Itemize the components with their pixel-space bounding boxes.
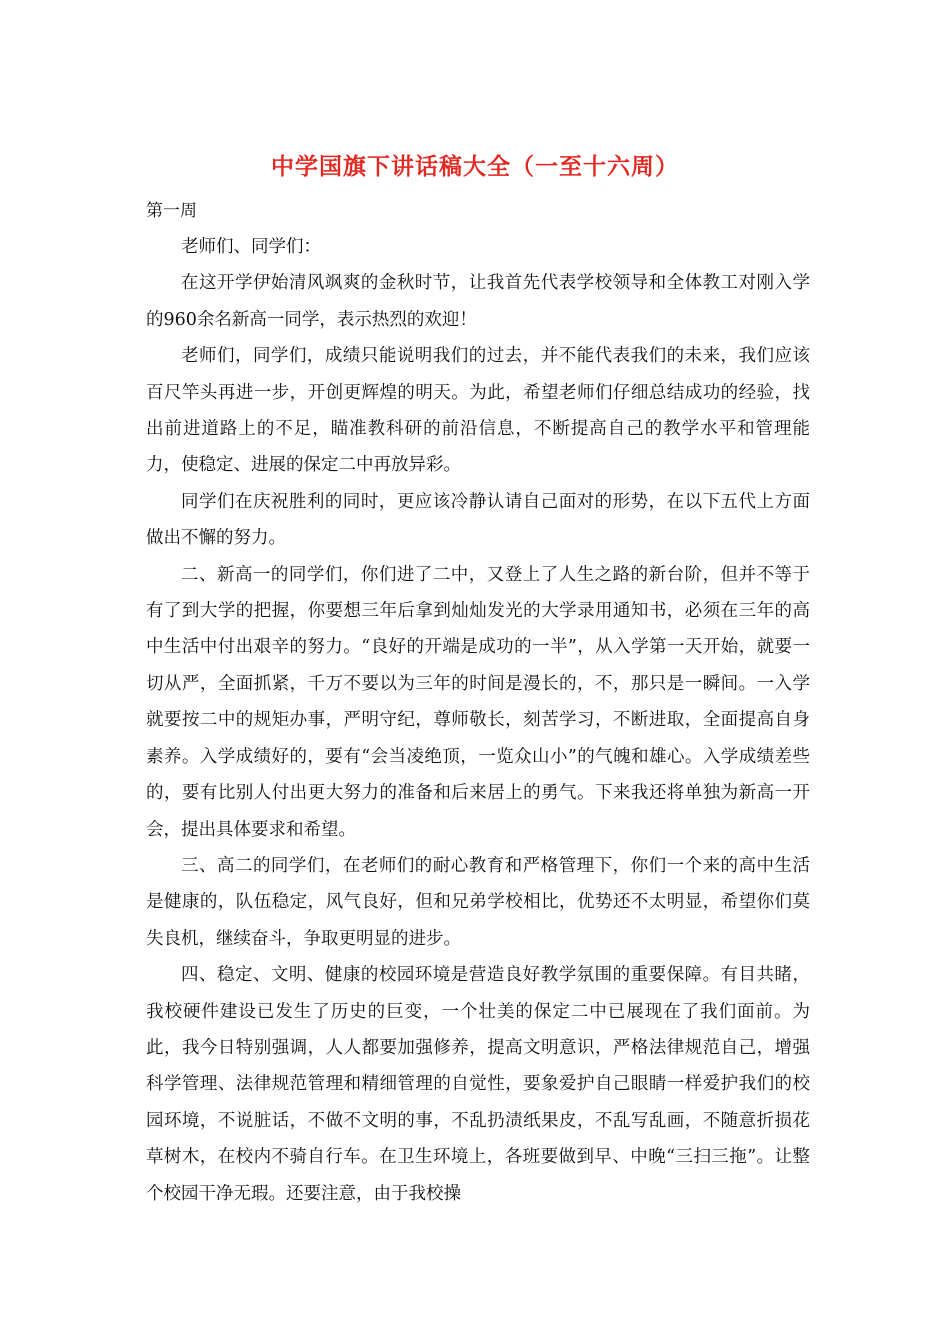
campus-environment-paragraph: 四、稳定、文明、健康的校园环境是营造良好教学氛围的重要保障。有目共睹，我校硬件建设已发生了历史的巨变，一个壮美的保定二中已展现在了我们面前。为此，我今日特别强调，人人都要加强修养，提高文明意识，严格法律规范自己，增强科学管理、法律规范管理和精细管理的自觉性，要象爱护自己眼睛一样爱护我们的校园环境，不说脏话，不做不文明的事，不乱扔渍纸果皮，不乱写乱画，不随意折损花草树木，在校内不骑自行车。在卫生环境上，各班要做到早、中晚“三扫三拖”。让整个校园干净无瑕。还要注意，由于我校操: [146, 965, 810, 1204]
students-paragraph: 同学们在庆祝胜利的同时，更应该冷静认请自己面对的形势，在以下五代上方面做出不懈的努力。: [146, 491, 810, 549]
week-heading: 第一周: [146, 201, 197, 221]
speech-body: [146, 229, 810, 1212]
salutation-paragraph: 老师们、同学们：: [181, 237, 321, 257]
freshmen-paragraph: 二、新高一的同学们，你们进了二中，又登上了人生之路的新台阶，但并不等于有了到大学的把握，你要想三年后拿到灿灿发光的大学录用通知书，必须在三年的高中生活中付出艰辛的努力。“良好的开端是成功的一半”，从入学第一天开始，就要一切从严，全面抓紧，千万不要以为三年的时间是漫长的，不，那只是一瞬间。一入学就要按二中的规矩办事，严明守纪，尊师敬长，刻苦学习，不断进取，全面提高自身素养。入学成绩好的，要有“会当凌绝顶，一览众山小”的气魄和雄心。入学成绩差些的，要有比别人付出更大努力的准备和后来居上的勇气。下来我还将单独为新高一开会，提出具体要求和希望。: [146, 564, 810, 840]
teachers-paragraph: 老师们，同学们，成绩只能说明我们的过去，并不能代表我们的未来，我们应该百尺竿头再进一步，开创更辉煌的明天。为此，希望老师们仔细总结成功的经验，找出前进道路上的不足，瞄准教科研的前沿信息，不断提高自己的教学水平和管理能力，使稳定、进展的保定二中再放异彩。: [146, 346, 810, 476]
sophomore-paragraph: 三、高二的同学们，在老师们的耐心教育和严格管理下，你们一个来的高中生活是健康的，队伍稳定，风气良好，但和兄弟学校相比，优势还不太明显，希望你们莫失良机，继续奋斗，争取更明显的进步。: [146, 855, 810, 949]
welcome-paragraph: 在这开学伊始清风飒爽的金秋时节，让我首先代表学校领导和全体教工对刚入学的960余名新高一同学，表示热烈的欢迎！: [146, 273, 810, 330]
document-title: 中学国旗下讲话稿大全（一至十六周）: [271, 153, 679, 180]
